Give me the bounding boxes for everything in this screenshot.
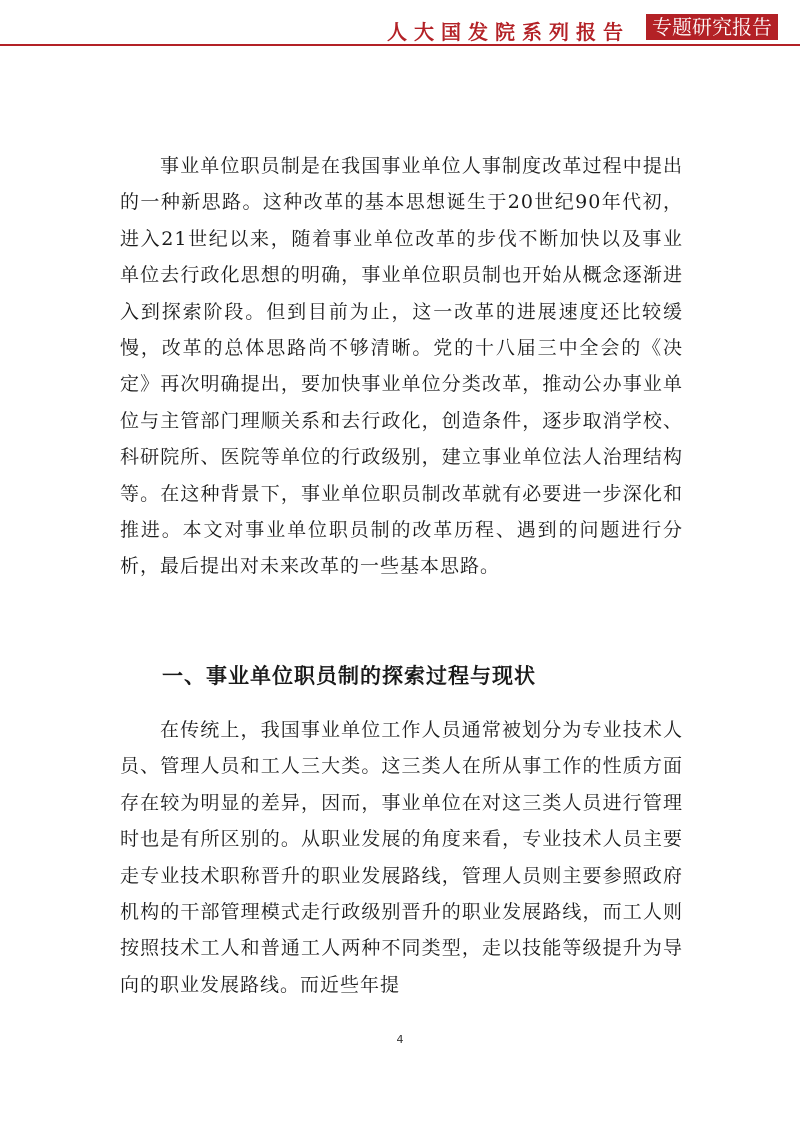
report-series-title: 人大国发院系列报告 (387, 20, 630, 44)
intro-section (120, 148, 683, 585)
header-divider (0, 44, 800, 46)
section1-body (120, 712, 683, 1003)
page-header (0, 0, 800, 46)
intro-paragraph: 事业单位职员制是在我国事业单位人事制度改革过程中提出的一种新思路。这种改革的基本思想诞生于20世纪90年代初，进入21世纪以来，随着事业单位改革的步伐不断加快以及事业单位去行政化思想的明确，事业单位职员制也开始从概念逐渐进入到探索阶段。但到目前为止，这一改革的进展速度还比较缓慢，改革的总体思路尚不够清晰。党的十八届三中全会的《决定》再次明确提出，要加快事业单位分类改革，推动公办事业单位与主管部门理顺关系和去行政化，创造条件，逐步取消学校、科研院所、医院等单位的行政级别，建立事业单位法人治理结构等。在这种背景下，事业单位职员制改革就有必要进一步深化和推进。本文对事业单位职员制的改革历程、遇到的问题进行分析，最后提出对未来改革的一些基本思路。 (120, 155, 683, 578)
section1-paragraph: 在传统上，我国事业单位工作人员通常被划分为专业技术人员、管理人员和工人三大类。这三类人在所从事工作的性质方面存在较为明显的差异，因而，事业单位在对这三类人员进行管理时也是有所区别的。从职业发展的角度来看，专业技术人员主要走专业技术职称晋升的职业发展路线，管理人员则主要参照政府机构的干部管理模式走行政级别晋升的职业发展路线，而工人则按照技术工人和普通工人两种不同类型，走以技能等级提升为导向的职业发展路线。而近些年提 (120, 719, 683, 996)
report-type-badge: 专题研究报告 (646, 14, 778, 40)
page-number: 4 (396, 1033, 404, 1046)
section-heading: 一、事业单位职员制的探索过程与现状 (162, 664, 536, 688)
